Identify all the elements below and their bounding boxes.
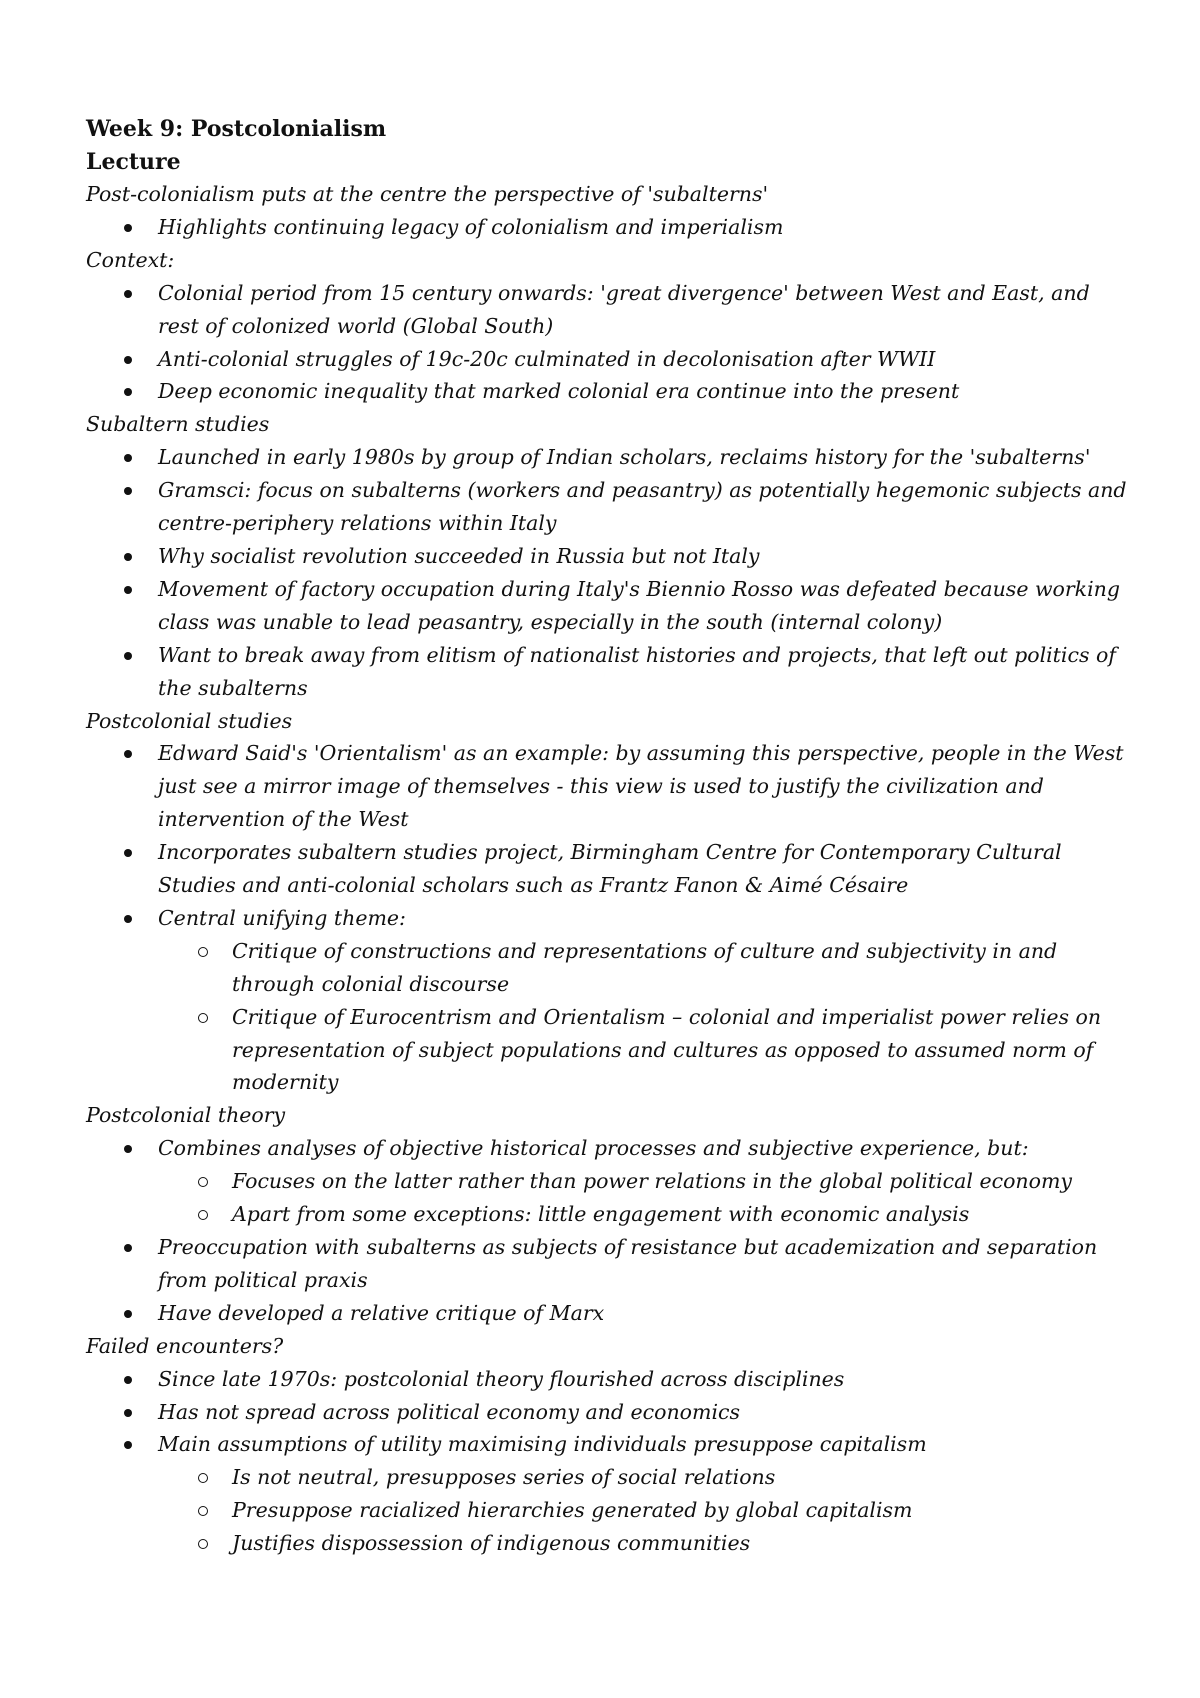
sub-bullet-list <box>158 1461 1136 1560</box>
bullet-item <box>86 277 1146 343</box>
lecture-heading: Lecture <box>86 149 181 175</box>
section-heading: Postcolonial theory <box>86 1103 286 1128</box>
bullet-text: Why socialist revolution succeeded in Russia but not Italy <box>158 543 760 568</box>
bullet-text: Central unifying theme: <box>158 905 406 930</box>
bullet-item <box>86 1297 1146 1330</box>
section-heading: Failed encounters? <box>86 1333 284 1358</box>
bullet-item <box>86 1132 1146 1231</box>
sub-bullet-item: Critique of constructions and representations of culture and subjectivity in and through colonial discourse <box>86 935 1136 1001</box>
bullet-text: Have developed a relative critique of Marx <box>158 1300 605 1325</box>
bullet-text: Since late 1970s: postcolonial theory flourished across disciplines <box>158 1366 845 1391</box>
sub-bullet-item: Critique of Eurocentrism and Orientalism – colonial and imperialist power relies on representation of subject populations and cultures as opposed to assumed norm of modernity <box>86 1001 1136 1100</box>
bullet-list <box>86 441 1146 704</box>
bullet-text: Main assumptions of utility maximising individuals presuppose capitalism <box>158 1432 927 1457</box>
section-heading: Postcolonial studies <box>86 708 293 733</box>
bullet-item <box>86 474 1146 540</box>
sub-bullet-item: Presuppose racialized hierarchies generated by global capitalism <box>86 1494 1136 1527</box>
bullet-item <box>86 441 1146 474</box>
bullet-text: Edward Said's 'Orientalism' as an example: by assuming this perspective, people in the West just see a mirror image of themselves - this view is used to justify the civilization and intervention of the West <box>158 741 1124 832</box>
section-heading: Context: <box>86 247 175 272</box>
bullet-list <box>86 737 1146 1099</box>
bullet-text: Movement of factory occupation during Italy's Biennio Rosso was defeated because working class was unable to lead peasantry, especially in the south (internal colony) <box>158 576 1120 634</box>
bullet-item <box>86 1231 1146 1297</box>
bullet-text: Want to break away from elitism of nationalist histories and projects, that left out politics of the subalterns <box>158 642 1116 700</box>
bullet-item <box>86 573 1146 639</box>
bullet-text: Launched in early 1980s by group of Indian scholars, reclaims history for the 'subalterns' <box>158 445 1091 470</box>
bullet-text: Gramsci: focus on subalterns (workers and peasantry) as potentially hegemonic subjects and centre-periphery relations within Italy <box>158 478 1127 536</box>
bullet-text: Deep economic inequality that marked colonial era continue into the present <box>158 379 960 404</box>
sub-bullet-item: Is not neutral, presupposes series of social relations <box>86 1461 1136 1494</box>
document-content <box>86 112 1146 1560</box>
bullet-list <box>86 1363 1146 1560</box>
intro-text: Post-colonialism puts at the centre the perspective of 'subalterns' <box>86 182 769 206</box>
bullet-text: Preoccupation with subalterns as subjects of resistance but academization and separation from political praxis <box>158 1235 1098 1292</box>
bullet-item <box>86 1428 1146 1560</box>
sections-container <box>86 244 1146 1560</box>
bullet-text: Incorporates subaltern studies project, Birmingham Centre for Contemporary Cultural Studies and anti-colonial scholars such as Frantz Fanon & Aimé Césaire <box>158 840 1062 898</box>
page-title: Week 9: Postcolonialism <box>86 116 387 142</box>
bullet-text: Colonial period from 15 century onwards: 'great divergence' between West and East, and rest of colonized world (Global South) <box>158 280 1090 338</box>
sub-bullet-item: Focuses on the latter rather than power relations in the global political economy <box>86 1165 1136 1198</box>
bullet-item <box>86 540 1146 573</box>
bullet-item <box>86 737 1146 836</box>
sub-bullet-item: Apart from some exceptions: little engagement with economic analysis <box>86 1198 1136 1231</box>
bullet-item <box>86 836 1146 902</box>
sub-bullet-item: Justifies dispossession of indigenous communities <box>86 1527 1136 1560</box>
bullet-text: Anti-colonial struggles of 19c-20c culminated in decolonisation after WWII <box>158 346 936 371</box>
bullet-item <box>86 343 1146 376</box>
bullet-item <box>86 1363 1146 1396</box>
bullet-item <box>86 1396 1146 1429</box>
sub-bullet-list <box>158 1165 1136 1231</box>
section-heading: Subaltern studies <box>86 412 270 437</box>
bullet-text: Combines analyses of objective historical processes and subjective experience, but: <box>158 1136 1029 1161</box>
sub-bullet-list <box>158 935 1136 1100</box>
bullet-item <box>86 375 1146 408</box>
bullet-text: Has not spread across political economy and economics <box>158 1399 741 1424</box>
bullet-item <box>86 639 1146 705</box>
bullet-list <box>86 277 1146 409</box>
bullet-list <box>86 1132 1146 1329</box>
bullet-item <box>86 902 1146 1099</box>
intro-bullet: Highlights continuing legacy of colonialism and imperialism <box>86 211 1146 244</box>
intro-bullet-list <box>86 211 1146 244</box>
